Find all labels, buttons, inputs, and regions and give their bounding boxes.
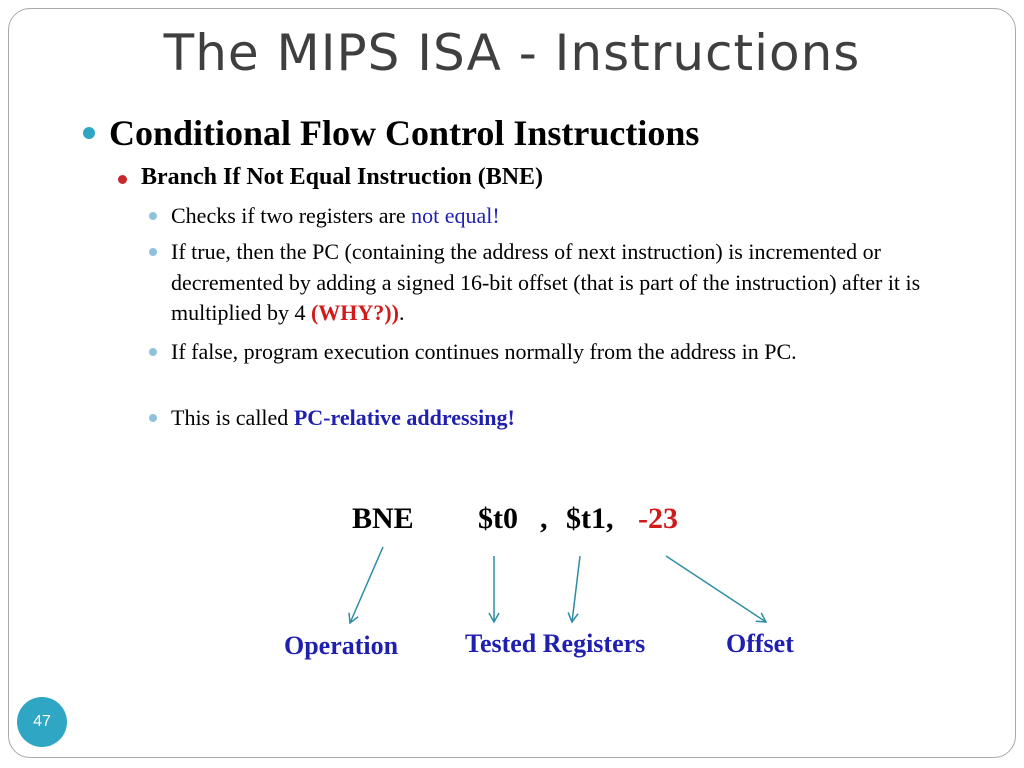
instruction-comma: , [540,502,548,535]
instruction-offset: -23 [638,502,678,535]
arrow-reg2 [572,556,580,622]
bullet-item1-highlight: not equal! [411,203,500,228]
label-operation: Operation [284,631,399,660]
arrow-offset [666,556,766,622]
bullet-item2-highlight: (WHY?)) [310,300,399,325]
bullet-item4-highlight: PC-relative addressing! [293,405,515,430]
bullet-item2-suffix: . [398,300,405,325]
bullet-item1-text: Checks if two registers are [171,203,412,228]
label-tested-registers: Tested Registers [465,629,646,658]
arrow-operation [350,547,383,623]
bullet-item4-text: This is called [171,405,294,430]
instruction-reg1: $t0 [478,502,518,535]
bullet-level2: Branch If Not Equal Instruction (BNE) [141,164,544,190]
label-offset: Offset [726,629,794,658]
slide-number-badge: 47 [17,697,67,747]
instruction-op: BNE [352,502,414,535]
bullet-item2-text: If true, then the PC (containing the address of next instruction) is incremented or decremented by adding a signed 16-bit offset (that is part of the instruction) after it is multiplied by 4 [171,239,921,325]
bullet-level1: Conditional Flow Control Instructions [109,113,700,153]
instruction-reg2: $t1, [566,502,614,535]
bullet-item3-text: If false, program execution continues normally from the address in PC. [171,339,797,364]
slide-title: The MIPS ISA - Instructions [163,24,861,82]
